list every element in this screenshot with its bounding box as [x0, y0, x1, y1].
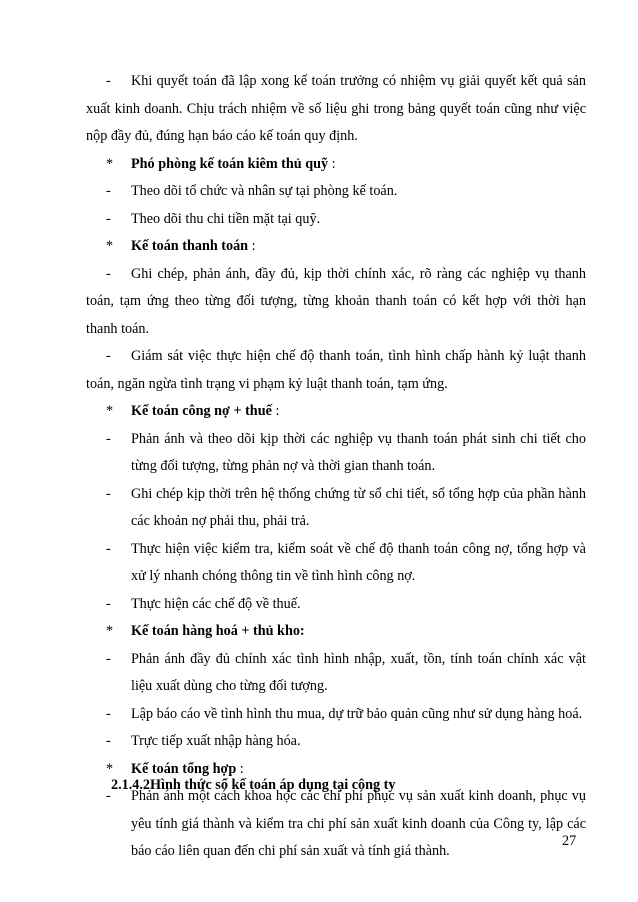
role-heading: [131, 237, 256, 255]
role-title: Kế toán hàng hoá + thủ kho:: [131, 623, 305, 639]
dash-bullet: -: [106, 733, 111, 749]
dash-bullet: -: [106, 706, 111, 722]
star-bullet: *: [106, 761, 114, 777]
role-title: Kế toán thanh toán: [131, 238, 249, 254]
text-line: Khi quyết toán đã lập xong kế toán trưởng có nhiệm vụ giải quyết kết quả sản: [131, 73, 586, 89]
role-colon: :: [248, 238, 256, 254]
text-line: Trực tiếp xuất nhập hàng hóa.: [131, 733, 301, 749]
text-line: Thực hiện các chế độ về thuế.: [131, 596, 301, 612]
dash-bullet: -: [106, 211, 111, 227]
text-line: Lập báo cáo về tình hình thu mua, dự trữ bảo quản cũng như sử dụng hàng hoá.: [131, 706, 583, 722]
text-line: Phản ánh đầy đủ chính xác tình hình nhập, xuất, tồn, tính toán chính xác vật: [131, 651, 586, 667]
text-line: xử lý nhanh chóng thông tin về tình hình công nợ.: [131, 568, 416, 584]
text-line: nộp đầy đủ, đúng hạn báo cáo kế toán quy định.: [86, 128, 358, 144]
text-line: Ghi chép, phản ánh, đầy đủ, kịp thời chính xác, rõ ràng các nghiệp vụ thanh: [131, 266, 586, 282]
role-title: Phó phòng kế toán kiêm thủ quỹ: [131, 156, 329, 172]
role-colon: :: [236, 761, 244, 777]
role-heading: [131, 155, 336, 173]
text-line: Theo dõi tổ chức và nhân sự tại phòng kế toán.: [131, 183, 398, 199]
dash-bullet: -: [106, 788, 111, 804]
text-line: Giám sát việc thực hiện chế độ thanh toán, tình hình chấp hành kỷ luật thanh: [131, 348, 586, 364]
text-line: các khoản nợ phải thu, phải trả.: [131, 513, 310, 529]
dash-bullet: -: [106, 541, 111, 557]
text-line: yêu tính giá thành và kiểm tra chi phí sản xuất kinh doanh của Công ty, lập các: [131, 816, 586, 832]
dash-bullet: -: [106, 73, 111, 89]
text-line: Ghi chép kịp thời trên hệ thống chứng từ sổ chi tiết, sổ tổng hợp của phần hành: [131, 486, 586, 502]
role-heading: [131, 402, 279, 420]
text-line: từng đối tượng, từng phản nợ và thời gian thanh toán.: [131, 458, 436, 474]
dash-bullet: -: [106, 183, 111, 199]
star-bullet: *: [106, 156, 114, 172]
text-line: báo cáo liên quan đến chi phí sản xuất và tính giá thành.: [131, 843, 450, 859]
text-line: toán, ngăn ngừa tình trạng vi phạm kỷ luật thanh toán, tạm ứng.: [86, 376, 448, 392]
role-colon: :: [328, 156, 336, 172]
section-heading: 2.1.4.2Hình thức sổ kế toán áp dụng tại công ty: [111, 777, 396, 793]
role-title: Kế toán công nợ + thuế: [131, 403, 272, 419]
text-line: xuất kinh doanh. Chịu trách nhiệm về số liệu ghi trong bảng quyết toán cũng như việc: [86, 101, 586, 117]
role-title: Kế toán tổng hợp: [131, 761, 237, 777]
star-bullet: *: [106, 623, 114, 639]
dash-bullet: -: [106, 266, 111, 282]
dash-bullet: -: [106, 431, 111, 447]
text-line: Thực hiện việc kiểm tra, kiểm soát về chế độ thanh toán công nợ, tổng hợp và: [131, 541, 586, 557]
star-bullet: *: [106, 238, 114, 254]
dash-bullet: -: [106, 596, 111, 612]
dash-bullet: -: [106, 486, 111, 502]
dash-bullet: -: [106, 651, 111, 667]
text-line: Phản ánh và theo dõi kịp thời các nghiệp vụ thanh toán phát sinh chi tiết cho: [131, 431, 586, 447]
star-bullet: *: [106, 403, 114, 419]
text-line: toán, tạm ứng theo từng đối tượng, từng khoản thanh toán có kết hợp với thời hạn: [86, 293, 586, 309]
text-line: Phản ánh một cách khoa học các chi phí phục vụ sản xuất kinh doanh, phục vụ: [131, 788, 586, 804]
page-number: 27: [562, 833, 577, 849]
text-line: Theo dõi thu chi tiền mặt tại quỹ.: [131, 211, 321, 227]
dash-bullet: -: [106, 348, 111, 364]
role-heading: [131, 622, 305, 640]
role-colon: :: [271, 403, 280, 419]
text-line: thanh toán.: [86, 321, 150, 337]
text-line: liệu xuất dùng cho từng đối tượng.: [131, 678, 328, 694]
